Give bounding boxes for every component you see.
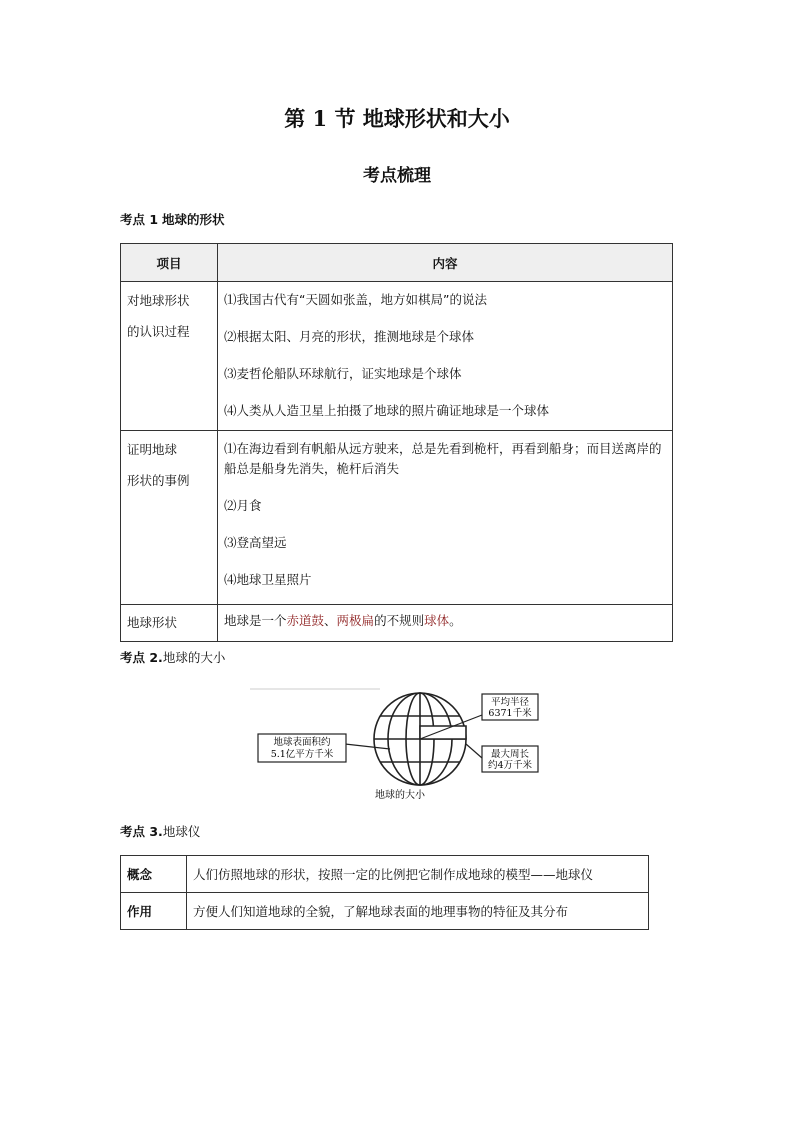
- row-content: [218, 282, 673, 431]
- row-label-line: 证明地球: [127, 442, 178, 457]
- list-item: ⑵月食: [224, 498, 262, 513]
- list-item: ⑵根据太阳、月亮的形状，推测地球是个球体: [224, 329, 475, 344]
- section-prefix: 考点 1: [120, 212, 159, 227]
- row-label: [121, 282, 218, 431]
- section-heading-globe: [120, 822, 200, 840]
- header-item: 项目: [121, 244, 218, 282]
- text-part: 。: [449, 613, 462, 628]
- row-label: 地球形状: [121, 605, 218, 642]
- circ-label-line2: 约4万千米: [487, 760, 533, 771]
- row-content: [218, 605, 673, 642]
- list-item: ⑴在海边看到有帆船从远方驶来，总是先看到桅杆，再看到船身；而目送离岸的船总是船身先消失，桅杆后消失: [224, 441, 662, 476]
- cutaway-wedge: [420, 726, 466, 739]
- text-part: 的不规则: [374, 613, 425, 628]
- earth-shape-table: [120, 243, 673, 642]
- radius-label-line1: 平均半径: [490, 697, 530, 708]
- figure-caption: 地球的大小: [375, 790, 425, 801]
- circ-label-line1: 最大周长: [490, 749, 530, 760]
- highlight-text: 赤道鼓: [286, 613, 325, 628]
- row-label: 作用: [121, 893, 187, 930]
- table-row: [121, 282, 673, 431]
- radius-label-line2: 6371千米: [488, 708, 532, 719]
- section-label: 地球的大小: [162, 650, 226, 665]
- page-title: 第 1 节 地球形状和大小: [284, 106, 510, 131]
- table-row: [121, 431, 673, 605]
- section-prefix: 考点 2.: [120, 650, 163, 665]
- circumference-callout: [482, 746, 538, 772]
- list-item: ⑶麦哲伦船队环球航行，证实地球是个球体: [224, 366, 462, 381]
- table-header-row: [121, 244, 673, 282]
- row-label-line: 对地球形状: [127, 293, 190, 308]
- earth-size-diagram: [250, 686, 550, 801]
- area-pointer: [345, 744, 390, 749]
- row-label: [121, 431, 218, 605]
- globe-illustration: [345, 693, 482, 785]
- text-part: 、: [324, 613, 337, 628]
- radius-callout: [482, 694, 538, 720]
- text-part: 地球是一个: [224, 613, 287, 628]
- row-label-line: 的认识过程: [127, 324, 190, 339]
- header-content: 内容: [218, 244, 673, 282]
- row-content: 人们仿照地球的形状，按照一定的比例把它制作成地球的模型——地球仪: [187, 856, 649, 893]
- section-label: 地球仪: [162, 824, 201, 839]
- row-content: [218, 431, 673, 605]
- list-item: ⑴我国古代有“天圆如张盖，地方如棋局”的说法: [224, 292, 487, 307]
- section-subtitle: 考点梳理: [363, 166, 431, 186]
- section-label: 地球的形状: [162, 212, 225, 227]
- section-heading-size: [120, 648, 225, 666]
- row-content: 方便人们知道地球的全貌，了解地球表面的地理事物的特征及其分布: [187, 893, 649, 930]
- highlight-text: 球体: [424, 613, 450, 628]
- list-item: ⑷人类从人造卫星上拍摄了地球的照片确证地球是一个球体: [224, 403, 550, 418]
- area-label-line2: 5.1亿平方千米: [270, 749, 334, 760]
- circumference-pointer: [466, 744, 482, 758]
- table-row: [121, 605, 673, 642]
- section-prefix: 考点 3.: [120, 824, 163, 839]
- highlight-text: 两极扁: [336, 613, 375, 628]
- globe-table: [120, 855, 649, 930]
- table-row: [121, 856, 649, 893]
- list-item: ⑶登高望远: [224, 535, 287, 550]
- section-heading-shape: [120, 210, 225, 228]
- table-row: [121, 893, 649, 930]
- area-label-line1: 地球表面积约: [273, 737, 331, 748]
- list-item: ⑷地球卫星照片: [224, 572, 312, 587]
- row-label-line: 形状的事例: [127, 473, 190, 488]
- row-label: 概念: [121, 856, 187, 893]
- area-callout: [258, 734, 346, 762]
